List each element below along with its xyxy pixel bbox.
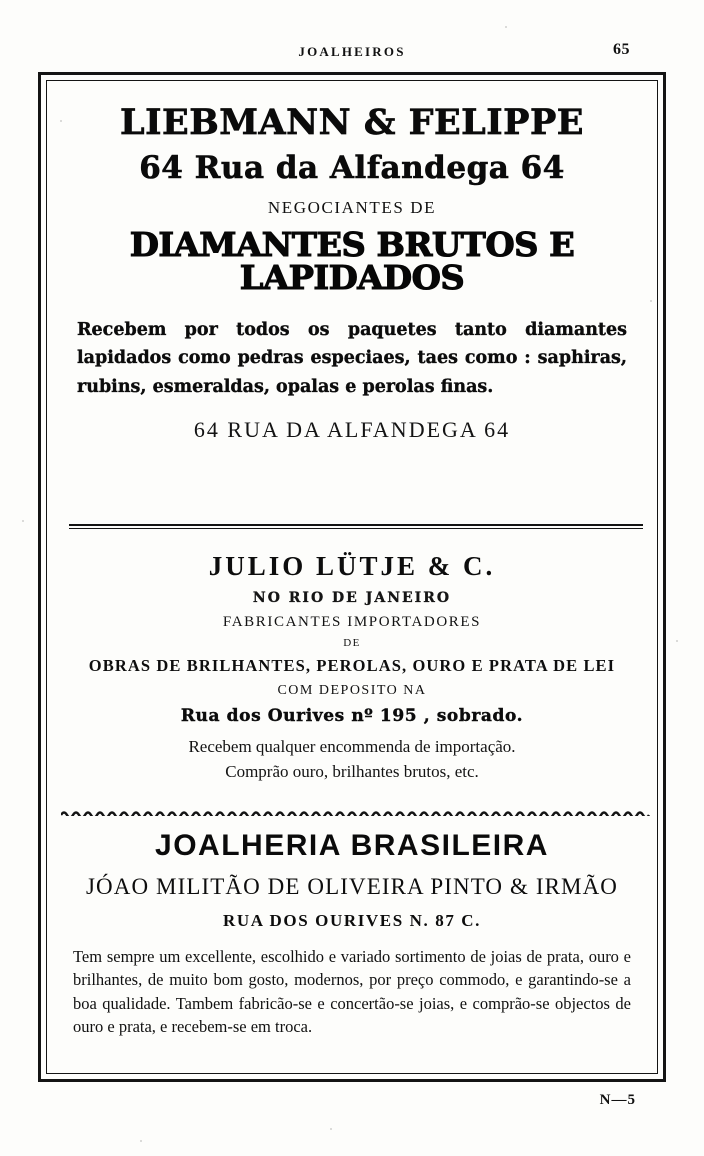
signature-mark: N—5 — [599, 1092, 636, 1108]
double-rule-divider — [69, 524, 643, 529]
ad3-proprietors: JÓAO MILITÃO DE OLIVEIRA PINTO & IRMÃO — [85, 874, 618, 899]
ad-joalheria-brasileira — [47, 829, 657, 1039]
ad1-title: LIEBMANN & FELIPPE — [120, 102, 584, 143]
ad-julio-lutje — [47, 551, 657, 784]
ad1-subtitle: NEGOCIANTES DE — [267, 198, 437, 217]
ad2-goods: OBRAS DE BRILHANTES, PEROLAS, OURO E PRATA DE LEI — [88, 656, 616, 675]
ad2-street: Rua dos Ourives nº 195 , sobrado. — [180, 706, 524, 726]
advertisement-frame-inner — [46, 80, 658, 1074]
ad1-address-bottom: 64 RUA DA ALFANDEGA 64 — [193, 417, 511, 443]
ad2-note-line1: Recebem qualquer encommenda de importação. — [188, 737, 516, 756]
wavy-rule-divider — [61, 806, 651, 816]
ad3-body: Tem sempre um excellente, escolhido e variado sortimento de joias de prata, ouro e brilhantes, de muito bom gosto, modernos, por preço commodo, e garantindo-se a boa qualidade. Tambem fabricão-se e concertão-se joias, e comprão-se objectos de ouro e prata, e recebem-se em troca. — [73, 947, 631, 1037]
ad2-place: NO RIO DE JANEIRO — [252, 590, 452, 606]
ad2-role: FABRICANTES IMPORTADORES — [222, 614, 482, 630]
ad-liebmann-felippe — [47, 102, 657, 443]
running-head: JOALHEIROS — [298, 44, 406, 59]
advertisement-frame — [38, 72, 666, 1082]
ad2-title: JULIO LÜTJE & C. — [208, 551, 496, 581]
ad2-note-line2: Comprão ouro, brilhantes brutos, etc. — [225, 761, 479, 781]
ad2-de: DE — [343, 637, 361, 649]
ad1-address-top: 64 Rua da Alfandega 64 — [139, 150, 565, 186]
ad3-title: JOALHERIA BRASILEIRA — [155, 829, 549, 862]
ad2-com-deposito: COM DEPOSITO NA — [277, 683, 427, 698]
page-number: 65 — [613, 41, 630, 58]
ad1-body: Recebem por todos os paquetes tanto diamantes lapidados como pedras especiaes, taes como : saphiras, rubins, esmeraldas, opalas e perolas finas. — [77, 320, 627, 397]
ad3-street: RUA DOS OURIVES N. 87 C. — [222, 911, 481, 930]
ad1-banner: DIAMANTES BRUTOS E LAPIDADOS — [129, 225, 575, 297]
